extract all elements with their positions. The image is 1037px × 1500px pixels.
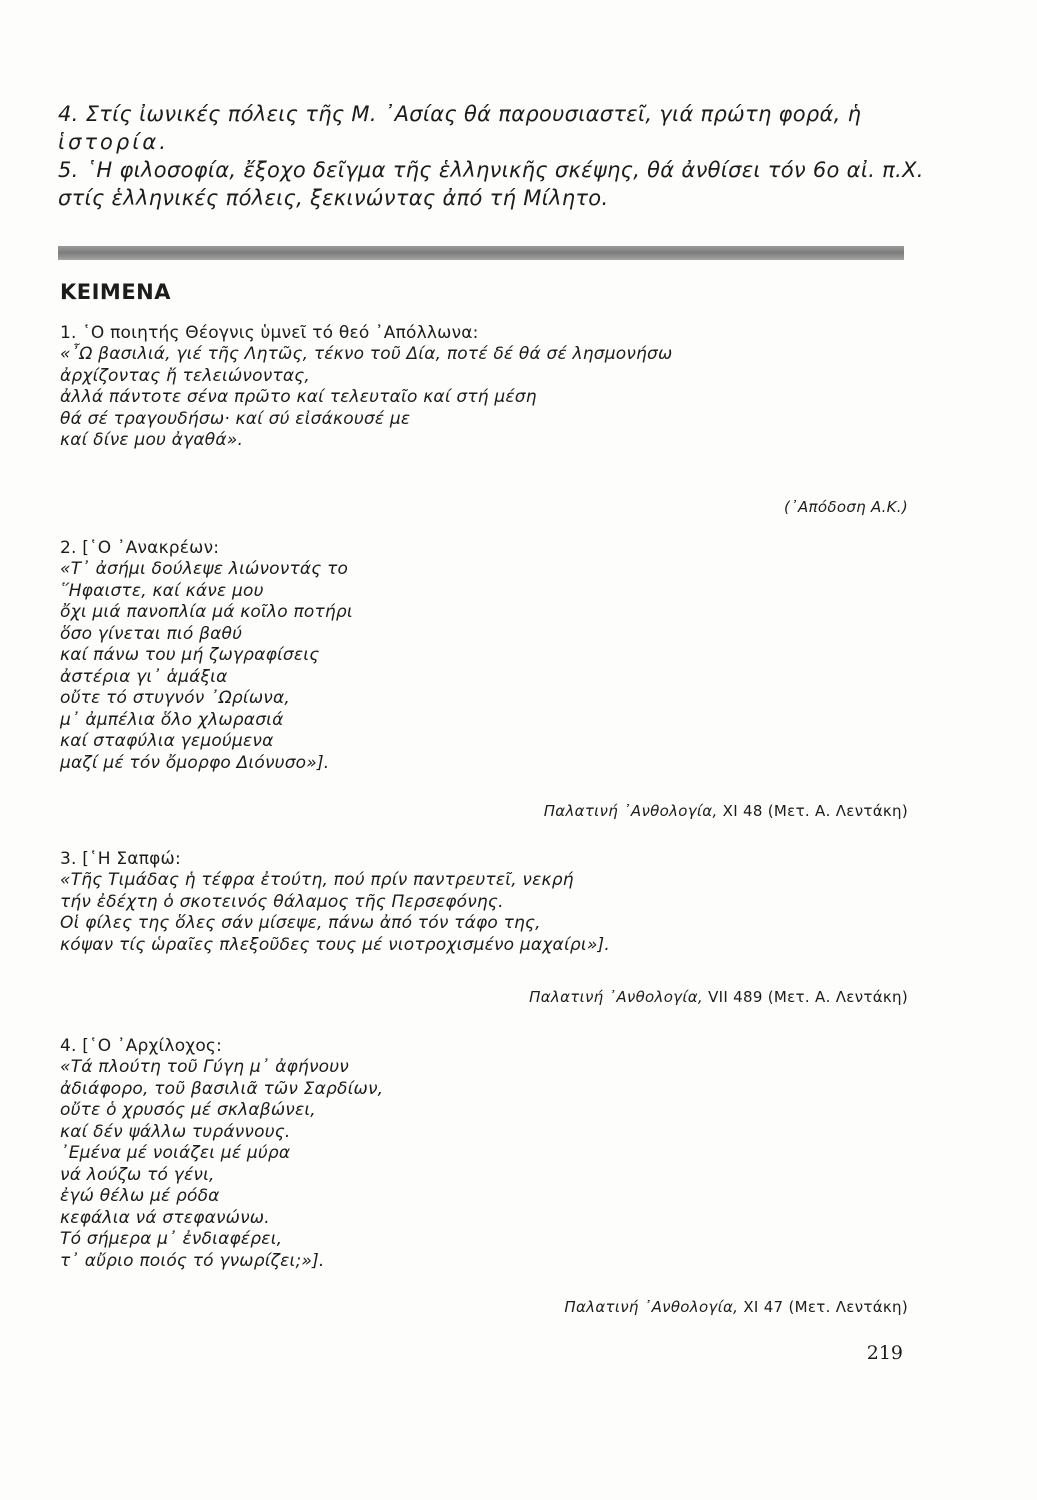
poem-line: καί δίνε μου ἀγαθά».	[60, 430, 244, 450]
text-intro: 3. [῾Η Σαπφώ:	[60, 849, 181, 869]
text-intro: 4. [῾Ο ᾿Αρχίλοχος:	[60, 1036, 223, 1056]
poem-line: οὔτε τό στυγνόν ᾿Ωρίωνα,	[60, 688, 290, 708]
poem-line: ῞Ηφαιστε, καί κάνε μου	[60, 580, 264, 601]
text-intro: 2. [῾Ο ᾿Ανακρέων:	[60, 538, 220, 558]
poem-line: θά σέ τραγουδήσω· καί σύ εἰσάκουσέ με	[60, 408, 411, 429]
intro-points	[58, 100, 928, 212]
poem-line: ἀστέρια γι᾿ ἁμάξια	[60, 666, 228, 687]
section-title: ΚΕΙΜΕΝΑ	[60, 280, 172, 304]
poem-line: «Τά πλούτη τοῦ Γύγη μ᾿ ἀφήνουν	[60, 1057, 349, 1077]
intro-item-5: 5. ῾Η φιλοσοφία, ἔξοχο δεῖγμα τῆς ἑλληνικῆς σκέψης, θά ἀνθίσει τόν 6ο αἰ. π.Χ. στίς ἑλληνικές πόλεις, ξεκινώντας ἀπό τή Μίλητο.	[58, 158, 924, 210]
text-1	[60, 322, 672, 452]
poem-line: «῏Ω βασιλιά, γιέ τῆς Λητῶς, τέκνο τοῦ Δία, ποτέ δέ θά σέ λησμονήσω	[60, 344, 673, 364]
emphasized-term: ἱστορία	[58, 130, 160, 154]
poem-line: νά λούζω τό γένι,	[60, 1164, 215, 1185]
attribution-reference: XI 48 (Μετ. Α. Λεντάκη)	[722, 802, 908, 820]
attribution	[544, 802, 908, 820]
text-intro: 1. ῾Ο ποιητής Θέογνις ὑμνεῖ τό θεό ᾿Απόλλωνα:	[60, 323, 479, 343]
intro-item-4: 4. Στίς ἰωνικές πόλεις τῆς Μ. ᾿Ασίας θά παρουσιαστεῖ, γιά πρώτη φορά, ἡ ἱστορία.	[58, 102, 862, 154]
attribution-source: Παλατινή ᾿Ανθολογία,	[529, 988, 703, 1006]
poem-line: μ᾿ ἀμπέλια ὅλο χλωρασιά	[60, 709, 284, 730]
poem-line: Οἱ φίλες της ὅλες σάν μίσεψε, πάνω ἀπό τόν τάφο της,	[60, 913, 541, 933]
poem-line: καί δέν ψάλλω τυράννους.	[60, 1121, 291, 1142]
poem-line: τήν ἐδέχτη ὁ σκοτεινός θάλαμος τῆς Περσεφόνης.	[60, 891, 504, 912]
text-4	[60, 1035, 383, 1272]
poem-line: ᾿Εμένα μέ νοιάζει μέ μύρα	[60, 1143, 291, 1163]
poem-line: τ᾿ αὔριο ποιός τό γνωρίζει;»].	[60, 1250, 325, 1271]
section-divider	[58, 246, 904, 260]
text-3	[60, 848, 610, 956]
poem-line: «Τ᾿ ἀσήμι δούλεψε λιώνοντάς το	[60, 559, 349, 579]
poem-line: κεφάλια νά στεφανώνω.	[60, 1207, 270, 1228]
poem-line: «Τῆς Τιμάδας ἡ τέφρα ἐτούτη, πού πρίν παντρευτεῖ, νεκρή	[60, 870, 574, 890]
poem-line: ἀλλά πάντοτε σένα πρῶτο καί τελευταῖο καί στή μέση	[60, 387, 537, 407]
page-number: 219	[866, 1342, 903, 1364]
poem-line: ἀρχίζοντας ἤ τελειώνοντας,	[60, 365, 311, 386]
attribution-source: Παλατινή ᾿Ανθολογία,	[564, 1298, 739, 1316]
poem	[60, 1057, 383, 1272]
text-2	[60, 537, 353, 774]
poem-line: καί σταφύλια γεμούμενα	[60, 731, 274, 751]
poem-line: οὔτε ὁ χρυσός μέ σκλαβώνει,	[60, 1100, 316, 1120]
poem-line: ὄχι μιά πανοπλία μά κοῖλο ποτήρι	[60, 602, 353, 622]
attribution	[564, 1298, 908, 1316]
poem-line: καί πάνω του μή ζωγραφίσεις	[60, 645, 320, 665]
poem-line: ἀδιάφορο, τοῦ βασιλιᾶ τῶν Σαρδίων,	[60, 1078, 384, 1099]
poem-line: ὅσο γίνεται πιό βαθύ	[60, 623, 243, 644]
poem	[60, 559, 353, 774]
attribution	[529, 988, 908, 1006]
attribution-reference: XI 47 (Μετ. Λεντάκη)	[743, 1298, 908, 1316]
poem-line: ἐγώ θέλω μέ ρόδα	[60, 1186, 220, 1206]
attribution-reference: VII 489 (Μετ. Α. Λεντάκη)	[708, 988, 908, 1006]
poem	[60, 870, 610, 956]
poem-line: μαζί μέ τόν ὄμορφο Διόνυσο»].	[60, 752, 330, 773]
attribution: (᾿Απόδοση Α.Κ.)	[784, 498, 908, 516]
poem-line: Τό σήμερα μ᾿ ἐνδιαφέρει,	[60, 1229, 283, 1249]
poem-line: κόψαν τίς ὡραῖες πλεξοῦδες τους μέ νιοτροχισμένο μαχαίρι»].	[60, 934, 610, 955]
poem	[60, 344, 672, 452]
attribution-source: Παλατινή ᾿Ανθολογία,	[543, 802, 718, 820]
